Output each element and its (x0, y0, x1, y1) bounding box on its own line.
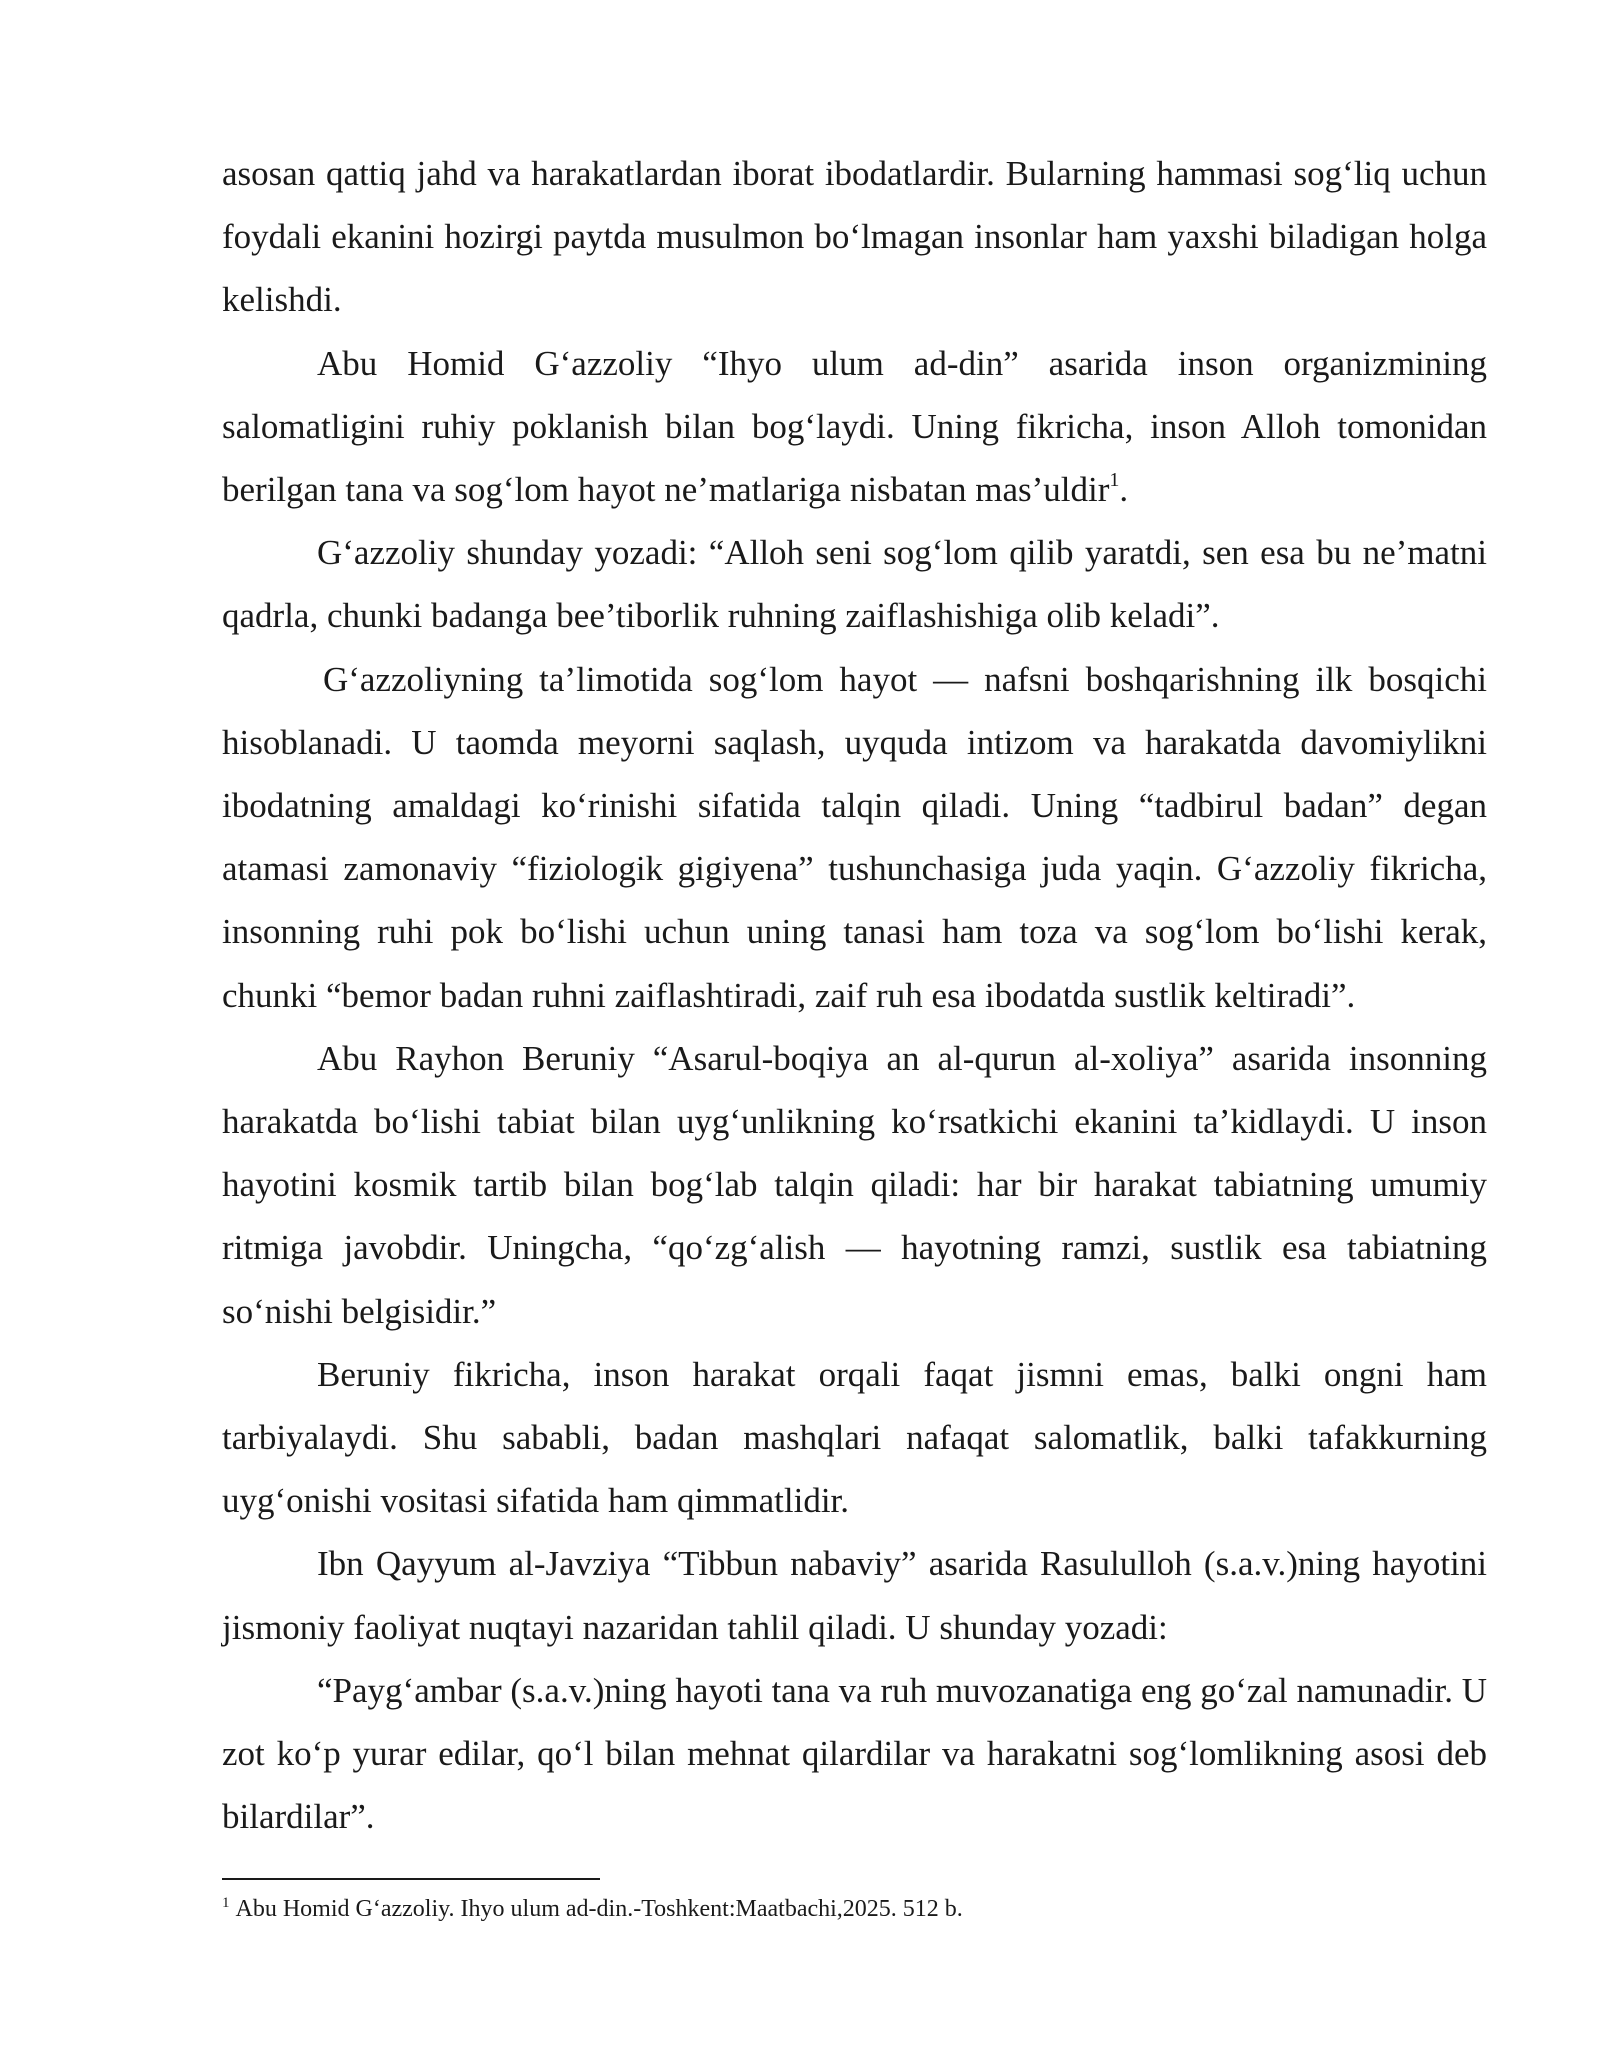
paragraph: “Payg‘ambar (s.a.v.)ning hayoti tana va ruh muvozanatiga eng go‘zal namunadir. U zot ko‘p yurar edilar, qo‘l bilan mehnat qilardilar va harakatni sog‘lomlikning asosi deb bilardilar”. (222, 1670, 1487, 1837)
paragraph: G‘azzoliy shunday yozadi: “Alloh seni sog‘lom qilib yaratdi, sen esa bu ne’matni qadrla, chunki badanga bee’tiborlik ruhning zaiflashishiga olib keladi”. (222, 533, 1487, 636)
footnote-text: Abu Homid G‘azzoliy. Ihyo ulum ad-din.-Toshkent:Maatbachi,2025. 512 b. (235, 1896, 963, 1922)
paragraph: Ibn Qayyum al-Javziya “Tibbun nabaviy” asarida Rasululloh (s.a.v.)ning hayotini jismoniy faoliyat nuqtayi nazaridan tahlil qiladi. U shunday yozadi: (222, 1544, 1487, 1647)
paragraph-text: Abu Homid G‘azzoliy “Ihyo ulum ad-din” asarida inson organizmining salomatligini ruhiy poklanish bilan bog‘laydi. Uning fikricha, inson Alloh tomonidan berilgan tana va sog‘lom hayot ne’matlariga nisbatan mas’uldir (222, 343, 1487, 510)
paragraph: Abu Rayhon Beruniy “Asarul-boqiya an al-qurun al-xoliya” asarida insonning harakatda bo‘lishi tabiat bilan uyg‘unlikning ko‘rsatkichi ekanini ta’kidlaydi. U inson hayotini kosmik tartib bilan bog‘lab talqin qiladi: har bir harakat tabiatning umumiy ritmiga javobdir. Uningcha, “qo‘zg‘alish — hayotning ramzi, sustlik esa tabiatning so‘nishi belgisidir.” (222, 1038, 1487, 1331)
body-text (222, 142, 1487, 1848)
paragraph: Beruniy fikricha, inson harakat orqali faqat jismni emas, balki ongni ham tarbiyalaydi. Shu sababli, badan mashqlari nafaqat salomatlik, balki tafakkurning uyg‘onishi vositasi sifatida ham qimmatlidir. (222, 1354, 1487, 1521)
paragraph-text-end: . (1119, 470, 1129, 510)
paragraph: asosan qattiq jahd va harakatlardan iborat ibodatlardir. Bularning hammasi sog‘liq uchun foydali ekanini hozirgi paytda musulmon bo‘lmagan insonlar ham yaxshi biladigan holga kelishdi. (222, 154, 1487, 320)
footnote-reference[interactable]: 1 (1109, 469, 1120, 492)
footnote-separator (222, 1878, 600, 1880)
paragraph: G‘azzoliyning ta’limotida sog‘lom hayot — nafsni boshqarishning ilk bosqichi hisoblanadi. U taomda meyorni saqlash, uyquda intizom va harakatda davomiylikni ibodatning amaldagi ko‘rinishi sifatida talqin qiladi. Uning “tadbirul badan” degan atamasi zamonaviy “fiziologik gigiyena” tushunchasiga juda yaqin. G‘azzoliy fikricha, insonning ruhi pok bo‘lishi uchun uning tanasi ham toza va sog‘lom bo‘lishi kerak, chunki “bemor badan ruhni zaiflashtiradi, zaif ruh esa ibodatda sustlik keltiradi”. (222, 659, 1487, 1015)
footnote (222, 1892, 1487, 1926)
footnote-number: 1 (222, 1895, 230, 1911)
paragraph (222, 332, 1487, 522)
